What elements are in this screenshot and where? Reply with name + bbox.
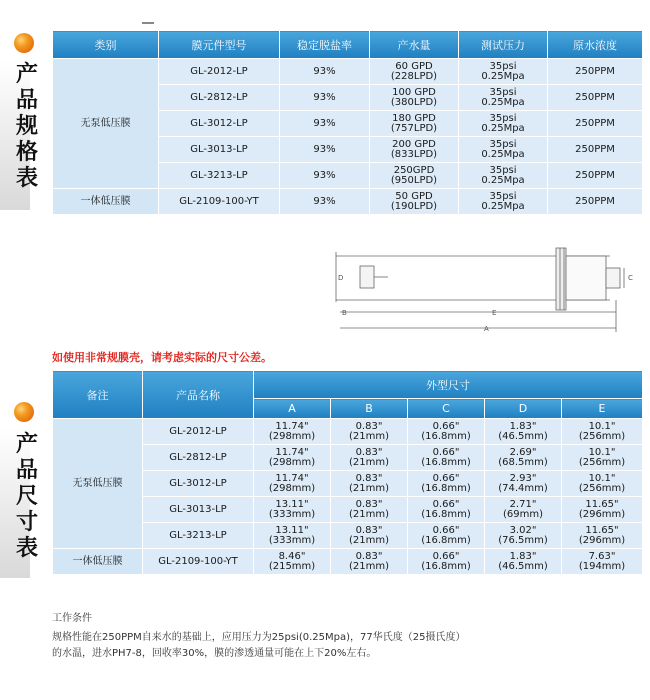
value-line: 35psi xyxy=(489,112,517,124)
value-line: 0.25Mpa xyxy=(481,122,525,134)
value-line: (46.5mm) xyxy=(498,430,548,442)
pressure-cell xyxy=(459,137,548,163)
concentration-cell: 250PPM xyxy=(548,189,643,215)
top-mark xyxy=(142,22,154,24)
dimension-cell xyxy=(331,471,408,497)
flow-cell xyxy=(370,111,459,137)
value-line: 3.02" xyxy=(509,524,537,536)
value-line: 250GPD xyxy=(393,164,435,176)
header-remark: 备注 xyxy=(53,371,143,419)
work-conditions-line-1: 规格性能在250PPM自来水的基础上，应用压力为25psi(0.25Mpa)，77华氏度（25摄氏度） xyxy=(52,632,466,643)
product-name-cell: GL-3012-LP xyxy=(143,471,254,497)
spec-row xyxy=(53,59,643,85)
value-line: (757LPD) xyxy=(390,122,438,134)
dimension-cell xyxy=(331,523,408,549)
value-line: 50 GPD xyxy=(395,190,433,202)
dimension-cell xyxy=(408,419,485,445)
concentration-cell: 250PPM xyxy=(548,163,643,189)
product-name-cell: GL-3013-LP xyxy=(143,497,254,523)
value-line: (16.8mm) xyxy=(421,534,471,546)
model-cell: GL-2109-100-YT xyxy=(159,189,280,215)
value-line: 1.83" xyxy=(509,550,537,562)
value-line: (333mm) xyxy=(268,534,316,546)
value-line: 7.63" xyxy=(588,550,616,562)
orange-bullet-icon xyxy=(14,33,34,53)
header-col-a: A xyxy=(254,399,331,419)
dimension-cell xyxy=(408,445,485,471)
tolerance-note: 如使用非常规膜壳，请考虑实际的尺寸公差。 xyxy=(52,351,272,364)
value-line: 2.93" xyxy=(509,472,537,484)
dimension-cell xyxy=(408,497,485,523)
value-line: (256mm) xyxy=(578,482,626,494)
rejection-cell: 93% xyxy=(280,189,370,215)
rejection-cell: 93% xyxy=(280,137,370,163)
value-line: 0.25Mpa xyxy=(481,174,525,186)
dimension-cell xyxy=(408,471,485,497)
value-line: 11.65" xyxy=(585,524,619,536)
value-line: (16.8mm) xyxy=(421,430,471,442)
spec-table xyxy=(52,30,643,215)
value-line: (256mm) xyxy=(578,430,626,442)
spec-table-title: 产 品 规 格 表 xyxy=(15,62,38,191)
value-line: 2.71" xyxy=(509,498,537,510)
dim-label-c: C xyxy=(628,274,633,282)
dimension-cell xyxy=(331,497,408,523)
concentration-cell: 250PPM xyxy=(548,59,643,85)
header-pressure: 测试压力 xyxy=(459,31,548,59)
header-col-e: E xyxy=(562,399,643,419)
dimension-cell xyxy=(254,419,331,445)
value-line: (833LPD) xyxy=(390,148,438,160)
value-line: 180 GPD xyxy=(392,112,436,124)
dimension-cell xyxy=(562,471,643,497)
value-line: (296mm) xyxy=(578,534,626,546)
header-flow: 产水量 xyxy=(370,31,459,59)
header-dimensions: 外型尺寸 xyxy=(254,371,643,399)
pressure-cell xyxy=(459,163,548,189)
value-line: 1.83" xyxy=(509,420,537,432)
value-line: 2.69" xyxy=(509,446,537,458)
pressure-cell xyxy=(459,59,548,85)
value-line: 0.66" xyxy=(432,498,460,510)
value-line: (21mm) xyxy=(348,560,389,572)
product-name-cell: GL-2812-LP xyxy=(143,445,254,471)
value-line: (215mm) xyxy=(268,560,316,572)
flow-cell xyxy=(370,59,459,85)
dimension-cell xyxy=(562,549,643,575)
dimension-cell xyxy=(562,523,643,549)
value-line: 13.11" xyxy=(275,524,309,536)
value-line: (16.8mm) xyxy=(421,560,471,572)
dimension-cell xyxy=(254,445,331,471)
header-col-b: B xyxy=(331,399,408,419)
model-cell: GL-3213-LP xyxy=(159,163,280,189)
dimension-cell xyxy=(254,523,331,549)
value-line: (228LPD) xyxy=(390,70,438,82)
value-line: 8.46" xyxy=(278,550,306,562)
value-line: (69mm) xyxy=(502,508,543,520)
membrane-dimension-diagram xyxy=(328,240,648,340)
rejection-cell: 93% xyxy=(280,59,370,85)
dim-label-d: D xyxy=(338,274,344,282)
value-line: (16.8mm) xyxy=(421,482,471,494)
value-line: 60 GPD xyxy=(395,60,433,72)
dimension-cell xyxy=(254,497,331,523)
value-line: 35psi xyxy=(489,86,517,98)
pressure-cell xyxy=(459,111,548,137)
header-category: 类别 xyxy=(53,31,159,59)
dimension-cell xyxy=(562,445,643,471)
value-line: 200 GPD xyxy=(392,138,436,150)
model-cell: GL-2012-LP xyxy=(159,59,280,85)
size-row xyxy=(53,549,643,575)
value-line: 11.74" xyxy=(275,472,309,484)
spec-header-row xyxy=(53,31,643,59)
header-concentration: 原水浓度 xyxy=(548,31,643,59)
value-line: (298mm) xyxy=(268,456,316,468)
value-line: 10.1" xyxy=(588,472,616,484)
value-line: 0.66" xyxy=(432,420,460,432)
dim-label-e: E xyxy=(492,309,497,317)
dimension-cell xyxy=(485,497,562,523)
value-line: 100 GPD xyxy=(392,86,436,98)
dimension-cell xyxy=(408,523,485,549)
pressure-cell xyxy=(459,85,548,111)
header-product-name: 产品名称 xyxy=(143,371,254,419)
value-line: (21mm) xyxy=(348,534,389,546)
value-line: 10.1" xyxy=(588,446,616,458)
value-line: (16.8mm) xyxy=(421,456,471,468)
value-line: 0.25Mpa xyxy=(481,70,525,82)
dim-label-b: B xyxy=(342,309,347,317)
value-line: (21mm) xyxy=(348,508,389,520)
remark-cell: 无泵低压膜 xyxy=(53,419,143,549)
work-conditions-title: 工作条件 xyxy=(52,613,92,624)
value-line: (190LPD) xyxy=(390,200,438,212)
value-line: 35psi xyxy=(489,60,517,72)
dimension-cell xyxy=(485,549,562,575)
value-line: 0.25Mpa xyxy=(481,96,525,108)
dimension-cell xyxy=(331,419,408,445)
concentration-cell: 250PPM xyxy=(548,137,643,163)
header-rejection: 稳定脱盐率 xyxy=(280,31,370,59)
dimension-cell xyxy=(331,445,408,471)
value-line: (950LPD) xyxy=(390,174,438,186)
value-line: (21mm) xyxy=(348,430,389,442)
product-name-cell: GL-3213-LP xyxy=(143,523,254,549)
category-cell: 无泵低压膜 xyxy=(53,59,159,189)
value-line: 35psi xyxy=(489,190,517,202)
pressure-cell xyxy=(459,189,548,215)
value-line: (21mm) xyxy=(348,482,389,494)
dimension-cell xyxy=(254,549,331,575)
dimension-cell xyxy=(485,445,562,471)
value-line: 0.66" xyxy=(432,446,460,458)
value-line: (256mm) xyxy=(578,456,626,468)
rejection-cell: 93% xyxy=(280,85,370,111)
value-line: 0.83" xyxy=(355,498,383,510)
value-line: 13.11" xyxy=(275,498,309,510)
dimension-cell xyxy=(331,549,408,575)
dimension-cell xyxy=(408,549,485,575)
flow-cell xyxy=(370,137,459,163)
flow-cell xyxy=(370,85,459,111)
value-line: 10.1" xyxy=(588,420,616,432)
dimension-cell xyxy=(485,419,562,445)
value-line: 0.83" xyxy=(355,524,383,536)
concentration-cell: 250PPM xyxy=(548,111,643,137)
value-line: (16.8mm) xyxy=(421,508,471,520)
value-line: 0.83" xyxy=(355,420,383,432)
work-conditions-line-2: 的水温，进水PH7-8，回收率30%，膜的渗透通量可能在上下20%左右。 xyxy=(52,648,377,659)
header-col-d: D xyxy=(485,399,562,419)
value-line: 0.66" xyxy=(432,472,460,484)
remark-cell: 一体低压膜 xyxy=(53,549,143,575)
value-line: 11.65" xyxy=(585,498,619,510)
value-line: (21mm) xyxy=(348,456,389,468)
value-line: (194mm) xyxy=(578,560,626,572)
value-line: 0.83" xyxy=(355,550,383,562)
dimension-cell xyxy=(562,419,643,445)
value-line: 11.74" xyxy=(275,420,309,432)
value-line: 35psi xyxy=(489,164,517,176)
value-line: (68.5mm) xyxy=(498,456,548,468)
model-cell: GL-3012-LP xyxy=(159,111,280,137)
value-line: 11.74" xyxy=(275,446,309,458)
value-line: (380LPD) xyxy=(390,96,438,108)
value-line: 0.83" xyxy=(355,472,383,484)
value-line: 0.66" xyxy=(432,524,460,536)
size-table xyxy=(52,370,643,575)
value-line: (298mm) xyxy=(268,482,316,494)
size-row xyxy=(53,419,643,445)
dimension-cell xyxy=(562,497,643,523)
dimension-cell xyxy=(485,471,562,497)
rejection-cell: 93% xyxy=(280,163,370,189)
size-table-title: 产 品 尺 寸 表 xyxy=(15,432,38,561)
value-line: (296mm) xyxy=(578,508,626,520)
flow-cell xyxy=(370,163,459,189)
value-line: 0.66" xyxy=(432,550,460,562)
value-line: 0.83" xyxy=(355,446,383,458)
product-name-cell: GL-2012-LP xyxy=(143,419,254,445)
orange-bullet-icon xyxy=(14,402,34,422)
value-line: 0.25Mpa xyxy=(481,148,525,160)
value-line: (333mm) xyxy=(268,508,316,520)
product-name-cell: GL-2109-100-YT xyxy=(143,549,254,575)
value-line: 35psi xyxy=(489,138,517,150)
value-line: (74.4mm) xyxy=(498,482,548,494)
work-conditions-text xyxy=(52,630,612,662)
header-col-c: C xyxy=(408,399,485,419)
flow-cell xyxy=(370,189,459,215)
model-cell: GL-3013-LP xyxy=(159,137,280,163)
header-model: 膜元件型号 xyxy=(159,31,280,59)
dim-label-a: A xyxy=(484,325,489,333)
value-line: (46.5mm) xyxy=(498,560,548,572)
value-line: 0.25Mpa xyxy=(481,200,525,212)
category-cell: 一体低压膜 xyxy=(53,189,159,215)
size-header-row xyxy=(53,371,643,399)
rejection-cell: 93% xyxy=(280,111,370,137)
dimension-cell xyxy=(485,523,562,549)
value-line: (298mm) xyxy=(268,430,316,442)
model-cell: GL-2812-LP xyxy=(159,85,280,111)
value-line: (76.5mm) xyxy=(498,534,548,546)
spec-row xyxy=(53,189,643,215)
dimension-cell xyxy=(254,471,331,497)
concentration-cell: 250PPM xyxy=(548,85,643,111)
